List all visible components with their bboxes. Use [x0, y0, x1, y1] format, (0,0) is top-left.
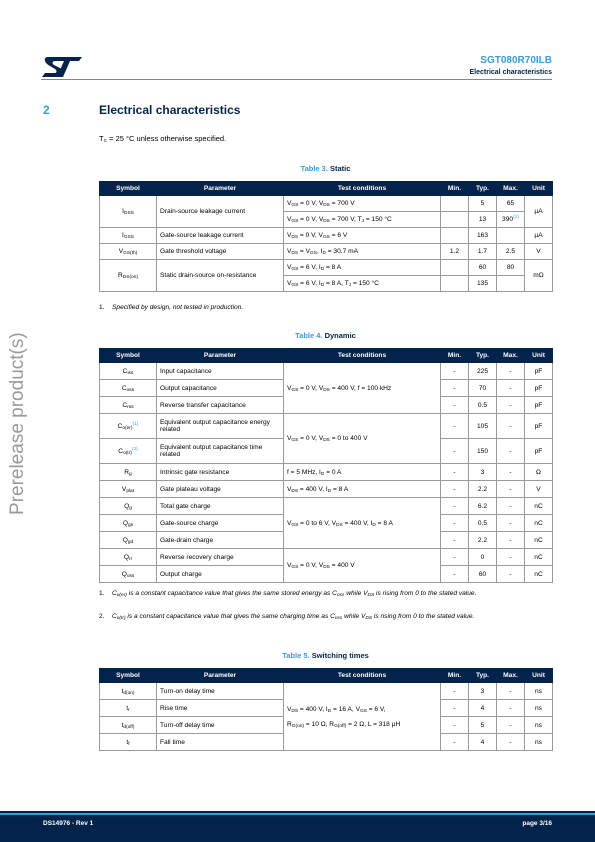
st-logo: [41, 56, 83, 78]
document-title: SGT080R70ILB: [480, 55, 552, 66]
footer-page-number: page 3/16: [522, 820, 552, 827]
table-row: $C_{rss}$ Reverse transfer capacitance - 0.5 - pF: [100, 397, 553, 414]
header-divider: [41, 79, 552, 80]
condition-note: $T_C = 25$ °C unless otherwise specified.: [99, 134, 227, 144]
table-row: $I_{DSS}$ Drain-source leakage current $V_{GS} = 0$ V, $V_{DS} = 700$ V 5 65 µA: [100, 196, 553, 212]
table-row: $Q_{gd}$ Gate-drain charge - 2.2 - nC: [100, 532, 553, 549]
table5-caption: Table 5. Switching times: [282, 651, 369, 660]
table3-caption: Table 3. Static: [300, 164, 351, 173]
table-row: $V_{plat}$ Gate plateau voltage $V_{DS} = 400$ V, $I_D = 8$ A - 2.2 - V: [100, 481, 553, 498]
table-row: $Q_{oss}$ Output charge - 60 - nC: [100, 566, 553, 583]
table-header-row: Symbol Parameter Test conditions Min. Typ. Max. Unit: [100, 349, 553, 363]
section-title: Electrical characteristics: [99, 103, 241, 117]
table-header-row: Symbol Parameter Test conditions Min. Typ. Max. Unit: [100, 182, 553, 196]
table4-footnote-2: 2. $C_{o(tr)}$ is a constant capacitance value that gives the same charging time as $C_{oss}$ while $V_{DS}$ is rising from 0 to the stated value.: [99, 613, 475, 621]
table3-static: [99, 181, 553, 292]
table-row: $t_f$ Fall time - 4 - ns: [100, 734, 553, 751]
table4-dynamic: [99, 348, 553, 583]
table-row: $C_{o(tr)}^{(2)}$ Equivalent output capacitance time related - 150 - pF: [100, 439, 553, 464]
table-header-row: Symbol Parameter Test conditions Min. Typ. Max. Unit: [100, 669, 553, 683]
table3-footnote: 1. Specified by design, not tested in production.: [99, 304, 244, 311]
table-row: $C_{oss}$ Output capacitance - 70 - pF: [100, 380, 553, 397]
table-row: $Q_g$ Total gate charge $V_{GS} = 0$ to 6 V, $V_{DS} = 400$ V, $I_D = 8$ A - 6.2 - nC: [100, 498, 553, 515]
table-row: $C_{iss}$ Input capacitance $V_{GS} = 0$ V, $V_{DS} = 400$ V, f = 100 kHz - 225 - pF: [100, 363, 553, 380]
footer-document-id: DS14976 - Rev 1: [43, 820, 94, 827]
table-row: $I_{GSS}$ Gate-source leakage current $V_{DS} = 0$ V, $V_{GS} = 6$ V 163 µA: [100, 228, 553, 244]
prerelease-watermark: Prerelease product(s): [7, 332, 28, 515]
table-row: $t_{d(on)}$ Turn-on delay time $V_{DS} = 400$ V, $I_D = 16$ A, $V_{GS} = 6$ V, $R_{G(on)} = 10$ Ω, $R_{G(off)} = 2$ Ω, L = 318 µH - 3 - ns: [100, 683, 553, 700]
section-number: 2: [43, 103, 50, 117]
table-row: $V_{GS(th)}$ Gate threshold voltage $V_{DS} = V_{GS}$, $I_D = 30.7$ mA 1.2 1.7 2.5 V: [100, 244, 553, 260]
table-row: $t_{d(off)}$ Turn-off delay time - 5 - ns: [100, 717, 553, 734]
table-row: $Q_{rr}$ Reverse recovery charge $V_{GS} = 0$ V, $V_{DS} = 400$ V - 0 - nC: [100, 549, 553, 566]
footer-accent-line: [0, 813, 595, 815]
table-row: $t_r$ Rise time - 4 - ns: [100, 700, 553, 717]
table4-footnote-1: 1. $C_{o(er)}$ is a constant capacitance value that gives the same stored energy as $C_{oss}$ while $V_{DS}$ is rising from 0 to the stated value.: [99, 590, 477, 598]
table-row: $R_g$ Intrinsic gate resistance f = 5 MHz, $I_D = 0$ A - 3 - Ω: [100, 464, 553, 481]
table-row: $R_{DS(on)}$ Static drain-source on-resistance $V_{GS} = 6$ V, $I_D = 8$ A 60 80 mΩ: [100, 260, 553, 276]
table4-caption: Table 4. Dynamic: [295, 331, 356, 340]
table-row: $V_{GS} = 0$ V, $V_{DS} = 700$ V, $T_J = 150$ °C 13 390$^{(1)}$: [100, 212, 553, 228]
table-row: $C_{o(er)}^{(1)}$ Equivalent output capacitance energy related $V_{GS} = 0$ V, $V_{DS} = 0$ to 400 V - 105 - pF: [100, 414, 553, 439]
header-section-name: Electrical characteristics: [469, 69, 552, 76]
table5-switching-times: [99, 668, 553, 751]
table-row: $V_{GS} = 6$ V, $I_D = 8$ A, $T_J = 150$ °C 135: [100, 276, 553, 292]
table-row: $Q_{gs}$ Gate-source charge - 0.5 - nC: [100, 515, 553, 532]
